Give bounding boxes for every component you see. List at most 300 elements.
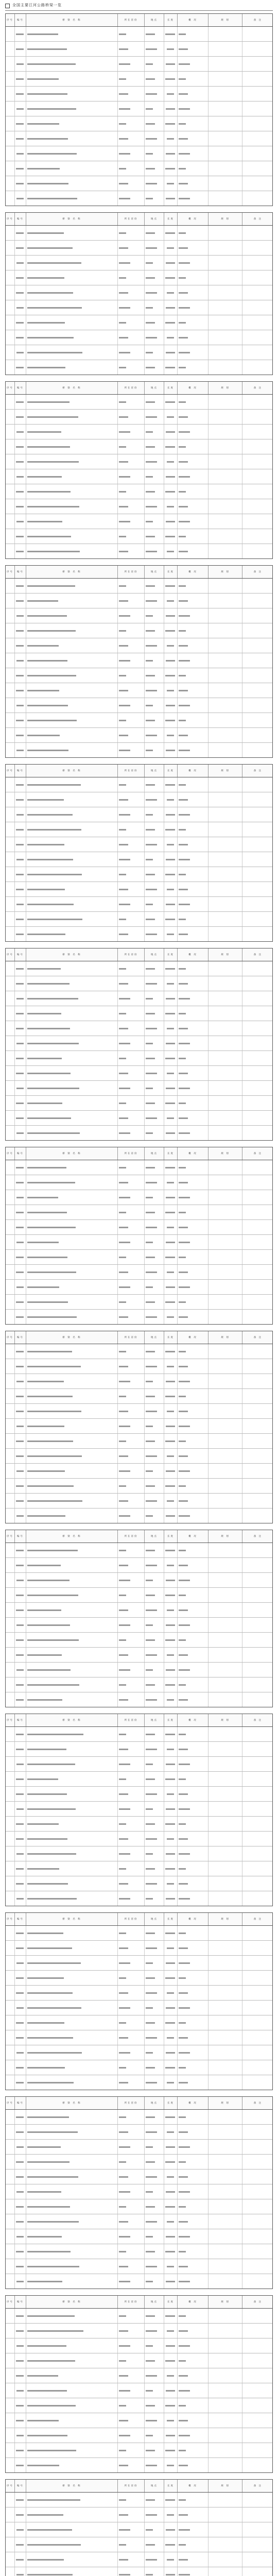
general-cell [178, 2075, 208, 2090]
column-header: 编号 [15, 2296, 26, 2308]
group-cell [6, 1663, 15, 1677]
length-cell [164, 2324, 178, 2338]
group-cell [6, 2110, 15, 2124]
name-cell [26, 161, 118, 176]
table-row [6, 713, 272, 728]
column-header: 所在省份 [118, 1714, 145, 1726]
location-cell [145, 2244, 164, 2259]
province-cell [118, 2015, 145, 2030]
note-cell [242, 638, 273, 653]
table-row [6, 1772, 272, 1787]
table-row [6, 1692, 272, 1707]
code-cell [15, 1891, 26, 1906]
table-row [6, 315, 272, 330]
note-cell [242, 698, 273, 713]
code-cell [15, 2274, 26, 2289]
length-cell [164, 499, 178, 514]
code-cell [15, 1344, 26, 1359]
general-cell [178, 544, 208, 558]
code-cell [15, 2567, 26, 2576]
group-cell [6, 1757, 15, 1771]
code-cell [15, 1066, 26, 1080]
note-cell [242, 1081, 273, 1095]
length-cell [164, 2398, 178, 2413]
code-cell [15, 1543, 26, 1557]
note-cell [242, 2522, 273, 2537]
table-header-row [6, 2097, 272, 2110]
table-row [6, 2075, 272, 2090]
name-cell [26, 1494, 118, 1508]
code-cell [15, 1374, 26, 1388]
name-cell [26, 2199, 118, 2214]
province-cell [118, 1220, 145, 1234]
length-cell [164, 1389, 178, 1403]
note-cell [242, 1006, 273, 1021]
name-cell [26, 2353, 118, 2368]
table-row [6, 1250, 272, 1265]
general-cell [178, 1891, 208, 1906]
name-cell [26, 1250, 118, 1264]
table-row [6, 1573, 272, 1588]
group-cell [6, 1220, 15, 1234]
table-header-row [6, 948, 272, 961]
code-cell [15, 425, 26, 439]
plan-cell [208, 1006, 242, 1021]
location-cell [145, 1742, 164, 1756]
group-cell [6, 2259, 15, 2274]
column-header: 长度 [164, 1530, 178, 1543]
name-cell [26, 2537, 118, 2552]
plan-cell [208, 2001, 242, 2015]
column-header: 长度 [164, 765, 178, 777]
plan-cell [208, 1220, 242, 1234]
column-header: 所在省份 [118, 14, 145, 26]
length-cell [164, 1066, 178, 1080]
plan-cell [208, 1359, 242, 1374]
location-cell [145, 1295, 164, 1309]
note-cell [242, 27, 273, 41]
location-cell [145, 1573, 164, 1587]
table-row [6, 2353, 272, 2368]
column-header: 编号 [15, 765, 26, 777]
table-row [6, 544, 272, 558]
table-row [6, 2199, 272, 2214]
length-cell [164, 72, 178, 86]
name-cell [26, 1479, 118, 1493]
code-cell [15, 87, 26, 101]
name-cell [26, 1190, 118, 1205]
plan-cell [208, 1861, 242, 1876]
table-row [6, 2274, 272, 2289]
code-cell [15, 1692, 26, 1707]
group-cell [6, 2140, 15, 2154]
location-cell [145, 2001, 164, 2015]
group-cell [6, 345, 15, 360]
table-row [6, 2493, 272, 2507]
group-cell [6, 1081, 15, 1095]
table-row [6, 1861, 272, 1876]
general-cell [178, 27, 208, 41]
province-cell [118, 1205, 145, 1219]
length-cell [164, 2244, 178, 2259]
column-header: 长度 [164, 948, 178, 961]
group-cell [6, 927, 15, 941]
length-cell [164, 1891, 178, 1906]
group-cell [6, 1126, 15, 1140]
name-cell [26, 2015, 118, 2030]
column-header: 概 况 [178, 2296, 208, 2308]
name-cell [26, 191, 118, 206]
length-cell [164, 226, 178, 240]
name-cell [26, 1111, 118, 1125]
location-cell [145, 1941, 164, 1955]
name-cell [26, 1956, 118, 1970]
location-cell [145, 1692, 164, 1707]
name-cell [26, 1160, 118, 1175]
location-cell [145, 1344, 164, 1359]
length-cell [164, 1543, 178, 1557]
column-header: 长度 [164, 2097, 178, 2109]
column-header: 所在省份 [118, 948, 145, 961]
table-row [6, 2140, 272, 2155]
plan-cell [208, 2507, 242, 2522]
province-cell [118, 1742, 145, 1756]
group-cell [6, 57, 15, 71]
group-cell [6, 1374, 15, 1388]
table-row [6, 1817, 272, 1832]
table-row [6, 2428, 272, 2443]
location-cell [145, 1509, 164, 1523]
length-cell [164, 1434, 178, 1448]
province-cell [118, 2140, 145, 2154]
location-cell [145, 991, 164, 1006]
plan-cell [208, 226, 242, 240]
general-cell [178, 1941, 208, 1955]
length-cell [164, 2170, 178, 2184]
location-cell [145, 454, 164, 469]
table-row [6, 514, 272, 529]
group-cell [6, 2443, 15, 2458]
column-header: 桥 梁 名 称 [26, 2480, 118, 2492]
province-cell [118, 1727, 145, 1741]
name-cell [26, 1692, 118, 1707]
general-cell [178, 653, 208, 668]
general-cell [178, 728, 208, 742]
province-cell [118, 2001, 145, 2015]
name-cell [26, 698, 118, 713]
province-cell [118, 484, 145, 499]
plan-cell [208, 1603, 242, 1617]
code-cell [15, 1036, 26, 1050]
general-cell [178, 2383, 208, 2398]
column-header: 规 划 [208, 2480, 242, 2492]
general-cell [178, 146, 208, 161]
province-cell [118, 713, 145, 727]
name-cell [26, 1677, 118, 1692]
province-cell [118, 1926, 145, 1940]
plan-cell [208, 146, 242, 161]
group-cell [6, 1772, 15, 1786]
name-cell [26, 131, 118, 146]
name-cell [26, 1096, 118, 1110]
province-cell [118, 176, 145, 191]
location-cell [145, 1434, 164, 1448]
table-row [6, 1359, 272, 1374]
group-cell [6, 72, 15, 86]
table-row [6, 270, 272, 285]
location-cell [145, 2493, 164, 2507]
province-cell [118, 1449, 145, 1463]
code-cell [15, 2214, 26, 2229]
code-cell [15, 410, 26, 424]
location-cell [145, 1543, 164, 1557]
province-cell [118, 2443, 145, 2458]
note-cell [242, 42, 273, 56]
table-row [6, 2001, 272, 2015]
location-cell [145, 1986, 164, 2000]
code-cell [15, 315, 26, 330]
general-cell [178, 1006, 208, 1021]
general-cell [178, 2199, 208, 2214]
name-cell [26, 2338, 118, 2353]
group-cell [6, 2015, 15, 2030]
table-row [6, 623, 272, 638]
province-cell [118, 1126, 145, 1140]
location-cell [145, 2368, 164, 2383]
group-cell [6, 256, 15, 270]
length-cell [164, 1175, 178, 1190]
length-cell [164, 2110, 178, 2124]
note-cell [242, 991, 273, 1006]
column-header: 概 况 [178, 14, 208, 26]
location-cell [145, 2199, 164, 2214]
province-cell [118, 2214, 145, 2229]
length-cell [164, 2443, 178, 2458]
general-cell [178, 454, 208, 469]
note-cell [242, 410, 273, 424]
location-cell [145, 713, 164, 727]
location-cell [145, 1846, 164, 1861]
name-cell [26, 2522, 118, 2537]
length-cell [164, 285, 178, 300]
plan-cell [208, 2060, 242, 2075]
table-row [6, 1558, 272, 1573]
table-row [6, 912, 272, 927]
province-cell [118, 1832, 145, 1846]
column-header: 所在省份 [118, 2296, 145, 2308]
note-cell [242, 1389, 273, 1403]
table-row [6, 499, 272, 514]
name-cell [26, 1036, 118, 1050]
location-cell [145, 792, 164, 807]
general-cell [178, 2229, 208, 2244]
province-cell [118, 852, 145, 867]
general-cell [178, 161, 208, 176]
group-cell [6, 1494, 15, 1508]
note-cell [242, 912, 273, 926]
location-cell [145, 1817, 164, 1831]
code-cell [15, 2353, 26, 2368]
table-row [6, 683, 272, 698]
length-cell [164, 2537, 178, 2552]
code-cell [15, 2428, 26, 2443]
length-cell [164, 1126, 178, 1140]
group-cell [6, 2567, 15, 2576]
location-cell [145, 1265, 164, 1279]
name-cell [26, 2443, 118, 2458]
plan-cell [208, 270, 242, 285]
code-cell [15, 1971, 26, 1985]
province-cell [118, 1081, 145, 1095]
plan-cell [208, 2274, 242, 2289]
general-cell [178, 777, 208, 792]
name-cell [26, 2125, 118, 2139]
table-block [5, 1912, 273, 2090]
location-cell [145, 2567, 164, 2576]
note-cell [242, 1250, 273, 1264]
code-cell [15, 1096, 26, 1110]
note-cell [242, 2170, 273, 2184]
location-cell [145, 777, 164, 792]
length-cell [164, 1633, 178, 1647]
name-cell [26, 345, 118, 360]
location-cell [145, 72, 164, 86]
general-cell [178, 330, 208, 345]
group-cell [6, 1280, 15, 1294]
group-cell [6, 2507, 15, 2522]
plan-cell [208, 1449, 242, 1463]
group-cell [6, 2060, 15, 2075]
column-header: 桥 梁 名 称 [26, 1147, 118, 1160]
group-cell [6, 638, 15, 653]
table-row [6, 2155, 272, 2170]
length-cell [164, 176, 178, 191]
plan-cell [208, 1633, 242, 1647]
table-header-row [6, 213, 272, 226]
code-cell [15, 807, 26, 822]
group-cell [6, 2155, 15, 2169]
code-cell [15, 2199, 26, 2214]
name-cell [26, 330, 118, 345]
general-cell [178, 315, 208, 330]
header-marker [5, 4, 10, 8]
code-cell [15, 1021, 26, 1036]
length-cell [164, 484, 178, 499]
code-cell [15, 1250, 26, 1264]
name-cell [26, 2075, 118, 2090]
note-cell [242, 1419, 273, 1433]
code-cell [15, 1295, 26, 1309]
note-cell [242, 1126, 273, 1140]
table-row [6, 1081, 272, 1096]
location-cell [145, 1389, 164, 1403]
group-cell [6, 146, 15, 161]
general-cell [178, 1787, 208, 1801]
column-header: 长度 [164, 382, 178, 394]
length-cell [164, 42, 178, 56]
table-row [6, 976, 272, 991]
general-cell [178, 2259, 208, 2274]
note-cell [242, 1220, 273, 1234]
table-row [6, 2125, 272, 2140]
general-cell [178, 57, 208, 71]
table-row [6, 1926, 272, 1941]
province-cell [118, 698, 145, 713]
note-cell [242, 2075, 273, 2090]
note-cell [242, 713, 273, 727]
province-cell [118, 2353, 145, 2368]
name-cell [26, 2309, 118, 2323]
plan-cell [208, 1344, 242, 1359]
group-cell [6, 514, 15, 529]
code-cell [15, 1310, 26, 1324]
length-cell [164, 315, 178, 330]
group-cell [6, 1310, 15, 1324]
group-cell [6, 1876, 15, 1891]
length-cell [164, 2075, 178, 2090]
table-row [6, 2045, 272, 2060]
code-cell [15, 2184, 26, 2199]
province-cell [118, 395, 145, 409]
location-cell [145, 330, 164, 345]
table-row [6, 241, 272, 256]
plan-cell [208, 2493, 242, 2507]
column-header: 编号 [15, 213, 26, 225]
column-header: 桥 梁 名 称 [26, 14, 118, 26]
general-cell [178, 743, 208, 757]
length-cell [164, 638, 178, 653]
column-header: 概 况 [178, 2097, 208, 2109]
code-cell [15, 1802, 26, 1816]
table-row [6, 638, 272, 653]
length-cell [164, 1926, 178, 1940]
location-cell [145, 1926, 164, 1940]
plan-cell [208, 1573, 242, 1587]
location-cell [145, 27, 164, 41]
note-cell [242, 807, 273, 822]
length-cell [164, 792, 178, 807]
plan-cell [208, 2353, 242, 2368]
column-header: 长度 [164, 14, 178, 26]
group-cell [6, 1558, 15, 1572]
column-header: 概 况 [178, 1714, 208, 1726]
name-cell [26, 2170, 118, 2184]
province-cell [118, 683, 145, 698]
length-cell [164, 1941, 178, 1955]
general-cell [178, 1677, 208, 1692]
code-cell [15, 1434, 26, 1448]
note-cell [242, 1802, 273, 1816]
general-cell [178, 1051, 208, 1065]
province-cell [118, 1280, 145, 1294]
plan-cell [208, 653, 242, 668]
note-cell [242, 161, 273, 176]
code-cell [15, 683, 26, 698]
location-cell [145, 285, 164, 300]
location-cell [145, 852, 164, 867]
code-cell [15, 270, 26, 285]
length-cell [164, 345, 178, 360]
location-cell [145, 623, 164, 638]
general-cell [178, 2110, 208, 2124]
note-cell [242, 1160, 273, 1175]
table-row [6, 1096, 272, 1111]
group-cell [6, 1971, 15, 1985]
note-cell [242, 1036, 273, 1050]
note-cell [242, 395, 273, 409]
province-cell [118, 1265, 145, 1279]
location-cell [145, 1618, 164, 1632]
